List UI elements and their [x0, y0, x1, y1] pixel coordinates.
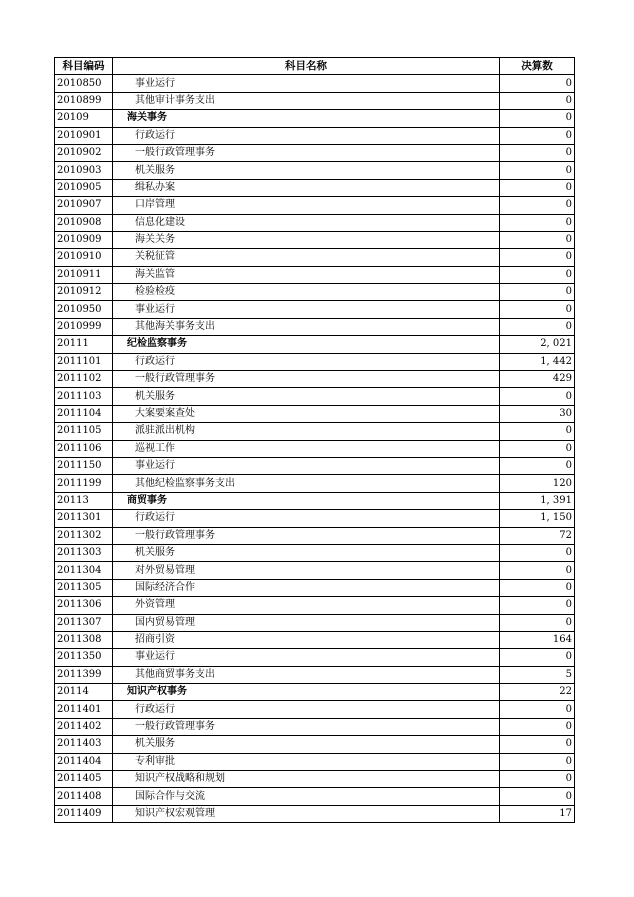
name-cell: 检验检疫: [113, 284, 500, 301]
amount-cell: 2, 021: [500, 336, 575, 353]
name-cell: 口岸管理: [113, 197, 500, 214]
code-cell: 2010999: [55, 318, 113, 335]
name-cell: 一般行政管理事务: [113, 527, 500, 544]
code-cell: 20109: [55, 110, 113, 127]
code-cell: 2010912: [55, 284, 113, 301]
amount-cell: 0: [500, 249, 575, 266]
name-cell: 一般行政管理事务: [113, 144, 500, 161]
name-cell: 商贸事务: [113, 492, 500, 509]
name-cell: 纪检监察事务: [113, 336, 500, 353]
name-cell: 大案要案查处: [113, 405, 500, 422]
name-cell: 知识产权事务: [113, 684, 500, 701]
name-cell: 行政运行: [113, 701, 500, 718]
header-row: [55, 58, 575, 75]
name-cell: 外资管理: [113, 597, 500, 614]
code-cell: 2011409: [55, 805, 113, 822]
category-row: [55, 336, 575, 353]
code-cell: 2011301: [55, 510, 113, 527]
table-row: [55, 788, 575, 805]
code-cell: 20114: [55, 684, 113, 701]
table-row: [55, 562, 575, 579]
name-cell: 海关关务: [113, 231, 500, 248]
name-cell: 国际经济合作: [113, 579, 500, 596]
amount-cell: 0: [500, 179, 575, 196]
code-cell: 2011399: [55, 666, 113, 683]
table-row: [55, 597, 575, 614]
table-row: [55, 92, 575, 109]
amount-cell: 0: [500, 318, 575, 335]
code-cell: 20113: [55, 492, 113, 509]
code-cell: 2011104: [55, 405, 113, 422]
code-cell: 2011103: [55, 388, 113, 405]
table-header: [55, 58, 575, 75]
name-cell: 关税征管: [113, 249, 500, 266]
table-row: [55, 527, 575, 544]
code-cell: 2011305: [55, 579, 113, 596]
table-row: [55, 284, 575, 301]
table-row: [55, 701, 575, 718]
amount-cell: 0: [500, 562, 575, 579]
amount-cell: 0: [500, 214, 575, 231]
name-cell: 一般行政管理事务: [113, 718, 500, 735]
code-cell: 2011304: [55, 562, 113, 579]
name-cell: 机关服务: [113, 388, 500, 405]
amount-cell: 0: [500, 718, 575, 735]
table-row: [55, 475, 575, 492]
table-row: [55, 162, 575, 179]
amount-cell: 0: [500, 266, 575, 283]
name-cell: 国内贸易管理: [113, 614, 500, 631]
table-row: [55, 544, 575, 561]
table-row: [55, 457, 575, 474]
name-cell: 巡视工作: [113, 440, 500, 457]
table-row: [55, 266, 575, 283]
name-cell: 海关监管: [113, 266, 500, 283]
code-cell: 2011403: [55, 736, 113, 753]
table-row: [55, 127, 575, 144]
table-row: [55, 197, 575, 214]
table-row: [55, 666, 575, 683]
amount-cell: 72: [500, 527, 575, 544]
category-row: [55, 110, 575, 127]
code-cell: 2010899: [55, 92, 113, 109]
name-cell: 事业运行: [113, 457, 500, 474]
name-cell: 其他商贸事务支出: [113, 666, 500, 683]
name-cell: 事业运行: [113, 301, 500, 318]
code-cell: 2010905: [55, 179, 113, 196]
name-cell: 缉私办案: [113, 179, 500, 196]
table-row: [55, 510, 575, 527]
amount-cell: 0: [500, 440, 575, 457]
code-cell: 2010908: [55, 214, 113, 231]
name-cell: 知识产权宏观管理: [113, 805, 500, 822]
name-cell: 机关服务: [113, 736, 500, 753]
amount-cell: 0: [500, 614, 575, 631]
amount-cell: 0: [500, 301, 575, 318]
amount-cell: 164: [500, 631, 575, 648]
name-cell: 机关服务: [113, 544, 500, 561]
table-row: [55, 388, 575, 405]
name-cell: 行政运行: [113, 127, 500, 144]
name-cell: 海关事务: [113, 110, 500, 127]
amount-cell: 0: [500, 127, 575, 144]
table-row: [55, 718, 575, 735]
name-cell: 招商引资: [113, 631, 500, 648]
amount-cell: 0: [500, 753, 575, 770]
code-cell: 2011105: [55, 423, 113, 440]
table-row: [55, 753, 575, 770]
code-cell: 2011302: [55, 527, 113, 544]
table-row: [55, 736, 575, 753]
name-cell: 行政运行: [113, 353, 500, 370]
amount-cell: 0: [500, 388, 575, 405]
code-cell: 2011404: [55, 753, 113, 770]
amount-cell: 1, 442: [500, 353, 575, 370]
code-cell: 2011102: [55, 371, 113, 388]
amount-cell: 0: [500, 110, 575, 127]
amount-cell: 0: [500, 788, 575, 805]
code-cell: 2010910: [55, 249, 113, 266]
code-cell: 2011306: [55, 597, 113, 614]
name-cell: 其他海关事务支出: [113, 318, 500, 335]
table-row: [55, 301, 575, 318]
code-cell: 2010909: [55, 231, 113, 248]
amount-cell: 120: [500, 475, 575, 492]
table-row: [55, 423, 575, 440]
table-row: [55, 771, 575, 788]
amount-cell: 0: [500, 579, 575, 596]
amount-cell: 0: [500, 144, 575, 161]
code-cell: 2011199: [55, 475, 113, 492]
table-row: [55, 631, 575, 648]
code-cell: 2011405: [55, 771, 113, 788]
code-cell: 2010903: [55, 162, 113, 179]
amount-cell: 0: [500, 284, 575, 301]
amount-cell: 0: [500, 75, 575, 92]
amount-cell: 22: [500, 684, 575, 701]
table-row: [55, 371, 575, 388]
code-cell: 2011408: [55, 788, 113, 805]
table-row: [55, 579, 575, 596]
code-cell: 2011307: [55, 614, 113, 631]
amount-cell: 0: [500, 197, 575, 214]
table-row: [55, 214, 575, 231]
amount-cell: 429: [500, 371, 575, 388]
header-code: 科目编码: [55, 58, 113, 75]
name-cell: 机关服务: [113, 162, 500, 179]
amount-cell: 5: [500, 666, 575, 683]
name-cell: 派驻派出机构: [113, 423, 500, 440]
code-cell: 2011106: [55, 440, 113, 457]
code-cell: 2011101: [55, 353, 113, 370]
name-cell: 国际合作与交流: [113, 788, 500, 805]
category-row: [55, 684, 575, 701]
table-row: [55, 231, 575, 248]
amount-cell: 17: [500, 805, 575, 822]
name-cell: 专利审批: [113, 753, 500, 770]
amount-cell: 0: [500, 544, 575, 561]
amount-cell: 1, 150: [500, 510, 575, 527]
code-cell: 2010902: [55, 144, 113, 161]
table-row: [55, 614, 575, 631]
code-cell: 2011402: [55, 718, 113, 735]
amount-cell: 0: [500, 649, 575, 666]
code-cell: 2010901: [55, 127, 113, 144]
table-row: [55, 649, 575, 666]
code-cell: 2011350: [55, 649, 113, 666]
budget-table: [54, 57, 575, 823]
code-cell: 20111: [55, 336, 113, 353]
code-cell: 2011401: [55, 701, 113, 718]
name-cell: 对外贸易管理: [113, 562, 500, 579]
name-cell: 事业运行: [113, 649, 500, 666]
category-row: [55, 492, 575, 509]
name-cell: 其他审计事务支出: [113, 92, 500, 109]
amount-cell: 0: [500, 736, 575, 753]
name-cell: 知识产权战略和规划: [113, 771, 500, 788]
header-amount: 决算数: [500, 58, 575, 75]
name-cell: 信息化建设: [113, 214, 500, 231]
name-cell: 行政运行: [113, 510, 500, 527]
amount-cell: 0: [500, 92, 575, 109]
amount-cell: 0: [500, 771, 575, 788]
amount-cell: 0: [500, 162, 575, 179]
code-cell: 2010911: [55, 266, 113, 283]
amount-cell: 1, 391: [500, 492, 575, 509]
code-cell: 2011308: [55, 631, 113, 648]
table-row: [55, 353, 575, 370]
code-cell: 2010950: [55, 301, 113, 318]
table-row: [55, 144, 575, 161]
amount-cell: 0: [500, 231, 575, 248]
table-row: [55, 318, 575, 335]
code-cell: 2011303: [55, 544, 113, 561]
code-cell: 2010907: [55, 197, 113, 214]
table-row: [55, 405, 575, 422]
table-row: [55, 179, 575, 196]
table-row: [55, 440, 575, 457]
name-cell: 其他纪检监察事务支出: [113, 475, 500, 492]
amount-cell: 30: [500, 405, 575, 422]
amount-cell: 0: [500, 597, 575, 614]
name-cell: 一般行政管理事务: [113, 371, 500, 388]
table-body: [55, 75, 575, 823]
table-row: [55, 75, 575, 92]
code-cell: 2010850: [55, 75, 113, 92]
code-cell: 2011150: [55, 457, 113, 474]
header-name: 科目名称: [113, 58, 500, 75]
amount-cell: 0: [500, 423, 575, 440]
amount-cell: 0: [500, 701, 575, 718]
table-row: [55, 249, 575, 266]
name-cell: 事业运行: [113, 75, 500, 92]
amount-cell: 0: [500, 457, 575, 474]
table-row: [55, 805, 575, 822]
